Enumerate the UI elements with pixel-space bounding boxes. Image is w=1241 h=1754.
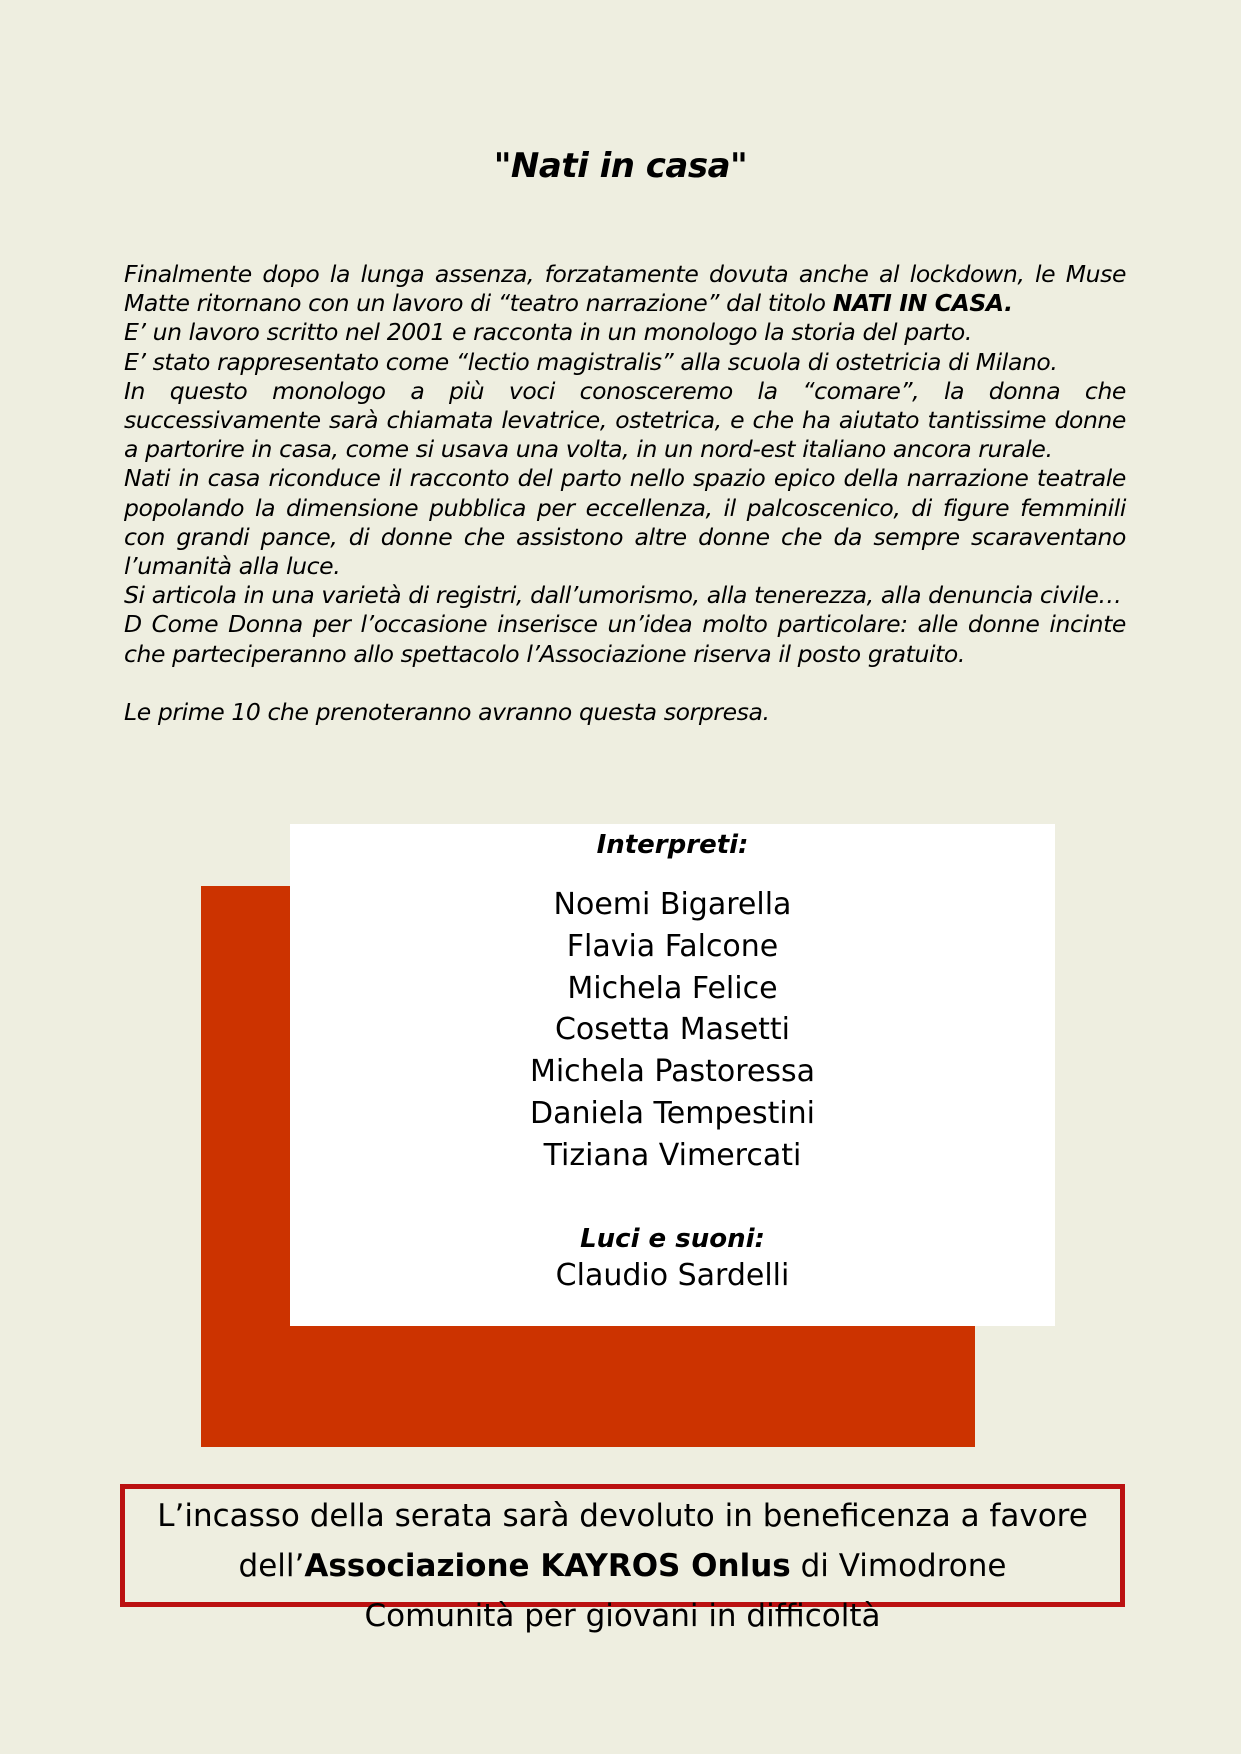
cast-member: Daniela Tempestini (529, 1095, 816, 1131)
charity-line-2-suffix: di Vimodrone (790, 1548, 1007, 1584)
charity-line-2 (125, 1541, 1120, 1591)
charity-notice (120, 1484, 1125, 1634)
cast-member: Cosetta Masetti (554, 1012, 791, 1048)
paragraph-registers: Si articola in una varietà di registri, dall’umorismo, alla tenerezza, alla denuncia civile… (124, 581, 1122, 610)
paragraph-lectio: E’ stato rappresentato come “lectio magistralis” alla scuola di ostetricia di Milano. (124, 347, 1058, 376)
charity-line-1: L’incasso della serata sarà devoluto in beneficenza a favore (157, 1498, 1088, 1534)
paragraph-comare: In questo monologo a più voci conosceremo la “comare”, la donna che successivamente sarà chiamata levatrice, ostetrica, e che ha aiutato tantissime donne a partorire in casa, come si usava una volta, in un nord-est italiano ancora rurale. (124, 376, 1126, 464)
cast-member: Noemi Bigarella (553, 887, 792, 922)
cast-list (290, 884, 1055, 1177)
charity-line-2-prefix: dell’ (238, 1548, 305, 1584)
show-title-bold: NATI IN CASA. (832, 289, 1013, 318)
paragraph-intro-text: Finalmente dopo la lunga assenza, forzatamente dovuta anche al lockdown, le Muse Matte ritornano con un lavoro di “teatro narrazione” dal titolo (124, 260, 1126, 318)
charity-line-3: Comunità per giovani in difficoltà (364, 1598, 881, 1634)
paragraph-intro (124, 260, 1126, 318)
paragraph-narration: Nati in casa riconduce il racconto del parto nello spazio epico della narrazione teatrale popolando la dimensione pubblica per eccellenza, il palcoscenico, di figure femminili con grandi pance, di donne che assistono altre donne che da sempre scaraventano l’umanità alla luce. (124, 464, 1126, 581)
cast-member: Tiziana Vimercati (543, 1137, 802, 1173)
description-text (124, 260, 1126, 727)
charity-organization: Associazione KAYROS Onlus (304, 1548, 791, 1584)
lights-sound-heading: Luci e suoni: (580, 1224, 765, 1254)
cast-member: Michela Felice (567, 970, 778, 1006)
paragraph-surprise: Le prime 10 che prenoteranno avranno questa sorpresa. (124, 698, 770, 727)
cast-heading: Interpreti: (596, 830, 749, 860)
cast-member: Flavia Falcone (566, 928, 779, 964)
lights-sound-name: Claudio Sardelli (555, 1258, 790, 1293)
paragraph-written: E’ un lavoro scritto nel 2001 e racconta in un monologo la storia del parto. (124, 318, 972, 347)
cast-member: Michela Pastoressa (529, 1054, 816, 1090)
credits-card (290, 824, 1055, 1326)
paragraph-offer: D Come Donna per l’occasione inserisce un’idea molto particolare: alle donne incinte che parteciperanno allo spettacolo l’Associazione riserva il posto gratuito. (124, 610, 1126, 668)
page-title: "Nati in casa" (493, 146, 748, 186)
